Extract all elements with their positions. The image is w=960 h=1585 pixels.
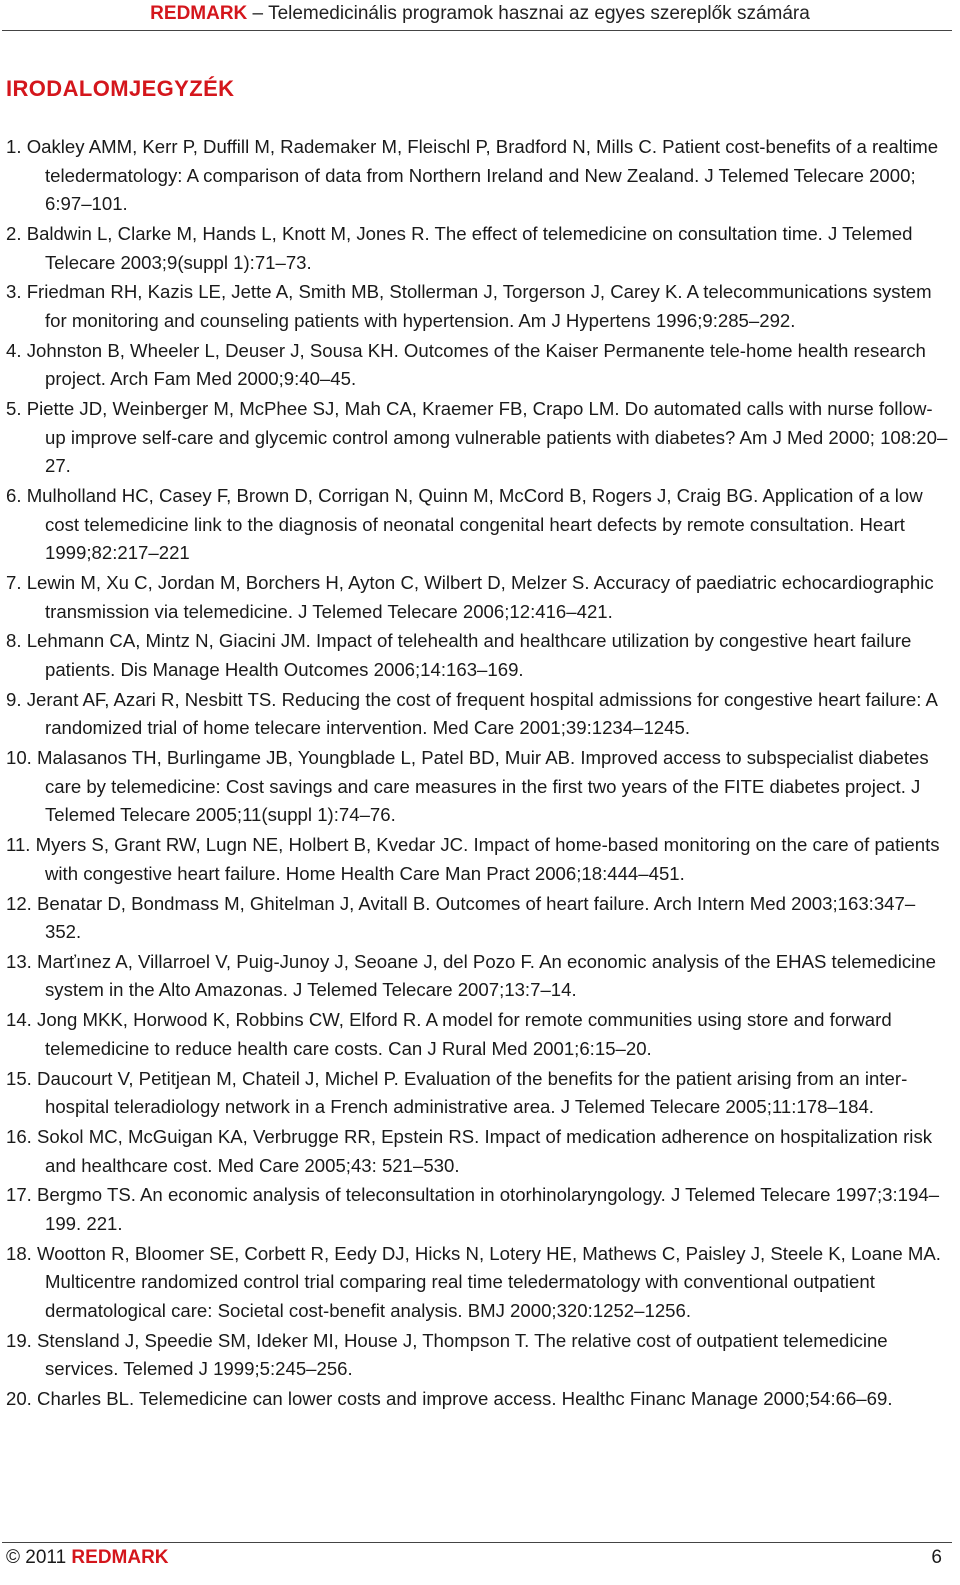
reference-number: 10.: [6, 747, 32, 769]
reference-number: 6.: [6, 485, 22, 507]
reference-text: Marťınez A, Villarroel V, Puig-Junoy J, Seoane J, del Pozo F. An economic analysis of the EHAS telemedicine system in the Alto Amazonas. J Telemed Telecare 2007;13:7–14.: [37, 950, 936, 1001]
reference-text: Mulholland HC, Casey F, Brown D, Corrigan N, Quinn M, McCord B, Rogers J, Craig BG. Application of a low cost telemedicine link to the diagnosis of neonatal congenital heart defects by remote consultation. Heart 1999;82:217–221: [26, 485, 923, 564]
reference-number: 15.: [6, 1067, 32, 1089]
footer-brand: REDMARK: [71, 1547, 169, 1568]
reference-text: Piette JD, Weinberger M, McPhee SJ, Mah CA, Kraemer FB, Crapo LM. Do automated calls with nurse follow-up improve self-care and glycemic control among vulnerable patients with diabetes? Am J Med 2000; 108:20–27.: [26, 398, 948, 477]
reference-text: Wootton R, Bloomer SE, Corbett R, Eedy DJ, Hicks N, Lotery HE, Mathews C, Paisley J, Steele K, Loane MA. Multicentre randomized control trial comparing real time teledermatology with conventional outpatient dermatological care: Societal cost-benefit analysis. BMJ 2000;320:1252–1256.: [37, 1242, 941, 1321]
reference-item: [6, 831, 950, 888]
reference-item: [6, 890, 950, 947]
reference-item: [6, 1385, 950, 1414]
footer-divider: [2, 1542, 952, 1543]
reference-text: Malasanos TH, Burlingame JB, Youngblade L, Patel BD, Muir AB. Improved access to subspecialist diabetes care by telemedicine: Cost savings and care measures in the first two years of the FITE diabetes project. J Telemed Telecare 2005;11(suppl 1):74–76.: [37, 747, 929, 826]
reference-number: 12.: [6, 892, 32, 914]
reference-item: [6, 1065, 950, 1122]
reference-text: Charles BL. Telemedicine can lower costs and improve access. Healthc Financ Manage 2000;54:66–69.: [37, 1388, 893, 1410]
reference-number: 20.: [6, 1388, 32, 1410]
reference-number: 5.: [6, 398, 22, 420]
reference-item: [6, 337, 950, 394]
reference-item: [6, 627, 950, 684]
reference-number: 4.: [6, 339, 22, 361]
reference-text: Friedman RH, Kazis LE, Jette A, Smith MB, Stollerman J, Torgerson J, Carey K. A telecommunications system for monitoring and counseling patients with hypertension. Am J Hypertens 1996;9:285–292.: [26, 281, 932, 331]
page-header: [0, 0, 960, 30]
reference-number: 8.: [6, 630, 22, 652]
reference-text: Benatar D, Bondmass M, Ghitelman J, Avitall B. Outcomes of heart failure. Arch Intern Med 2003;163:347–352.: [37, 892, 916, 943]
reference-number: 2.: [6, 222, 22, 244]
reference-item: [6, 1327, 950, 1384]
reference-text: Myers S, Grant RW, Lugn NE, Holbert B, Kvedar JC. Impact of home-based monitoring on the care of patients with congestive heart failure. Home Health Care Man Pract 2006;18:444–451.: [35, 834, 940, 884]
page-number: 6: [931, 1547, 942, 1568]
reference-item: [6, 569, 950, 626]
reference-number: 16.: [6, 1126, 32, 1147]
footer-copyright: © 2011: [6, 1547, 72, 1568]
reference-number: 18.: [6, 1242, 32, 1264]
reference-item: [6, 1006, 950, 1063]
section-title: IRODALOMJEGYZÉK: [6, 76, 235, 101]
reference-text: Bergmo TS. An economic analysis of teleconsultation in otorhinolaryngology. J Telemed Telecare 1997;3:194–199. 221.: [37, 1184, 940, 1234]
reference-number: 13.: [6, 950, 32, 972]
reference-item: [6, 278, 950, 335]
reference-number: 11.: [6, 834, 31, 856]
reference-item: [6, 1181, 950, 1238]
header-title: – Telemedicinális programok hasznai az egyes szereplők számára: [247, 3, 810, 24]
reference-item: [6, 395, 950, 481]
reference-number: 7.: [6, 572, 22, 594]
reference-list: [6, 133, 950, 1415]
reference-text: Baldwin L, Clarke M, Hands L, Knott M, Jones R. The effect of telemedicine on consultation time. J Telemed Telecare 2003;9(suppl 1):71–73.: [26, 222, 913, 273]
reference-item: [6, 133, 950, 219]
reference-text: Lehmann CA, Mintz N, Giacini JM. Impact of telehealth and healthcare utilization by congestive heart failure patients. Dis Manage Health Outcomes 2006;14:163–169.: [26, 630, 912, 680]
header-brand: REDMARK: [150, 3, 248, 24]
reference-item: [6, 948, 950, 1005]
reference-item: [6, 1123, 950, 1180]
reference-number: 1.: [6, 136, 22, 157]
reference-text: Jong MKK, Horwood K, Robbins CW, Elford R. A model for remote communities using store and forward telemedicine to reduce health care costs. Can J Rural Med 2001;6:15–20.: [37, 1009, 892, 1059]
reference-text: Sokol MC, McGuigan KA, Verbrugge RR, Epstein RS. Impact of medication adherence on hospitalization risk and healthcare cost. Med Care 2005;43: 521–530.: [37, 1126, 933, 1176]
reference-item: [6, 220, 950, 277]
reference-number: 9.: [6, 688, 22, 710]
reference-item: [6, 744, 950, 830]
page-footer: [6, 1545, 946, 1571]
reference-text: Lewin M, Xu C, Jordan M, Borchers H, Ayton C, Wilbert D, Melzer S. Accuracy of paediatric echocardiographic transmission via telemedicine. J Telemed Telecare 2006;12:416–421.: [26, 572, 934, 622]
reference-text: Jerant AF, Azari R, Nesbitt TS. Reducing the cost of frequent hospital admissions for congestive heart failure: A randomized trial of home telecare intervention. Med Care 2001;39:1234–1245.: [26, 688, 937, 739]
reference-number: 3.: [6, 281, 22, 303]
reference-item: [6, 686, 950, 743]
reference-number: 19.: [6, 1329, 32, 1351]
reference-text: Johnston B, Wheeler L, Deuser J, Sousa KH. Outcomes of the Kaiser Permanente tele-home health research project. Arch Fam Med 2000;9:40–45.: [26, 339, 926, 390]
reference-number: 14.: [6, 1009, 32, 1031]
reference-item: [6, 1240, 950, 1326]
reference-item: [6, 482, 950, 568]
header-divider: [2, 30, 952, 31]
reference-number: 17.: [6, 1184, 32, 1206]
reference-text: Daucourt V, Petitjean M, Chateil J, Michel P. Evaluation of the benefits for the patient arising from an inter-hospital teleradiology network in a French administrative area. J Telemed Telecare 2005;11:178–184.: [37, 1067, 908, 1118]
reference-text: Oakley AMM, Kerr P, Duffill M, Rademaker M, Fleischl P, Bradford N, Mills C. Patient cost-benefits of a realtime teledermatology: A comparison of data from Northern Ireland and New Zealand. J Telemed Telecare 2000; 6:97–101.: [26, 136, 939, 215]
reference-text: Stensland J, Speedie SM, Ideker MI, House J, Thompson T. The relative cost of outpatient telemedicine services. Telemed J 1999;5:245–256.: [37, 1329, 888, 1380]
